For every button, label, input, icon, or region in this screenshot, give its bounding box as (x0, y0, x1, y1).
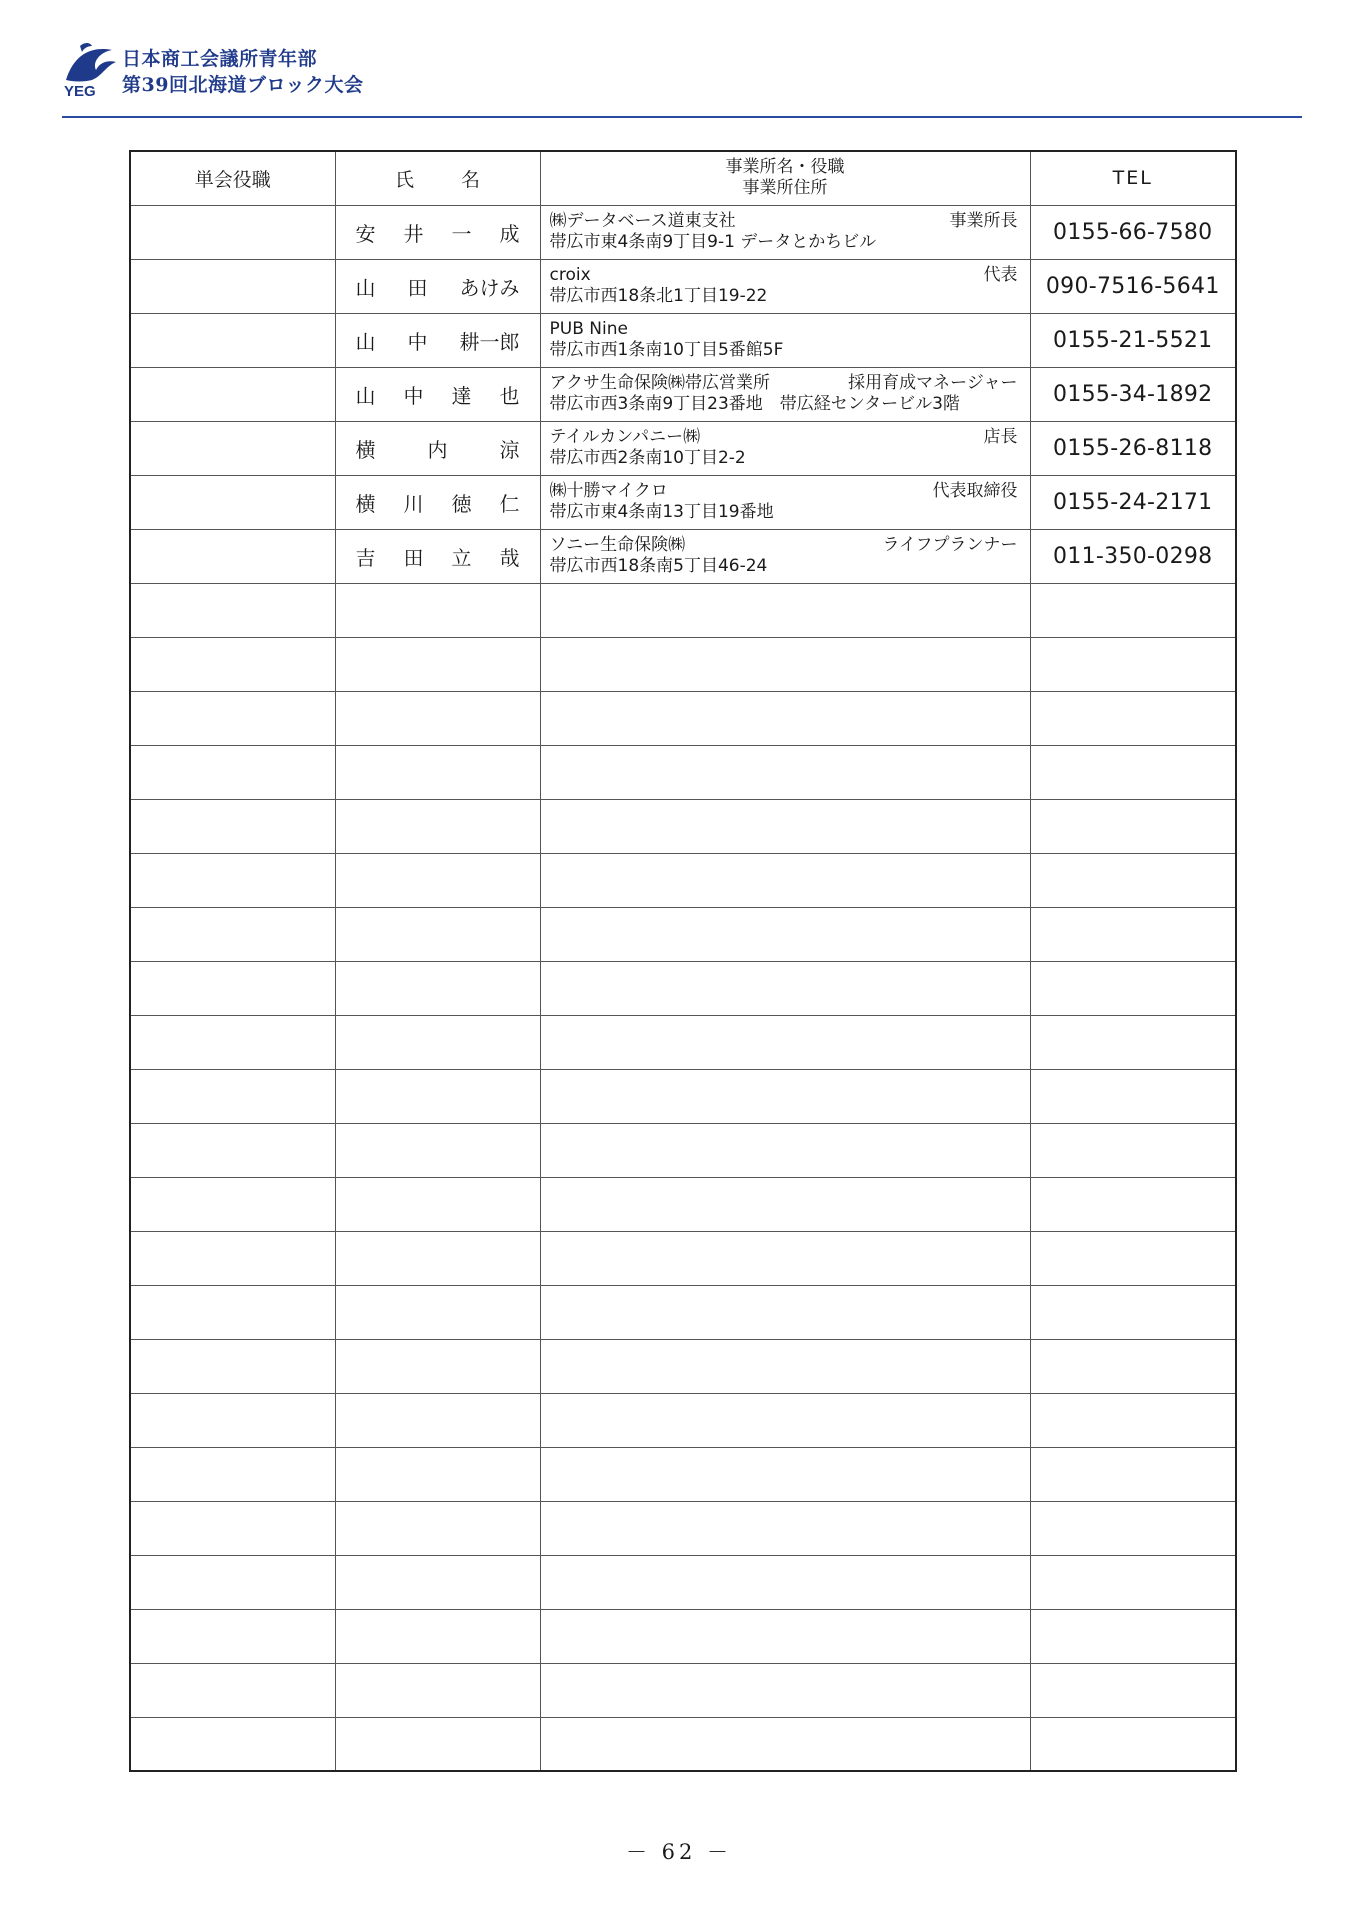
empty-cell (1030, 853, 1236, 907)
table-row (130, 529, 1236, 583)
empty-cell (1030, 1123, 1236, 1177)
name-part: 達 (451, 383, 472, 408)
role-cell (130, 313, 335, 367)
empty-cell (335, 1609, 540, 1663)
empty-table-row (130, 1717, 1236, 1771)
empty-cell (540, 1393, 1030, 1447)
name-part: 涼 (499, 437, 520, 462)
empty-cell (1030, 1285, 1236, 1339)
empty-cell (540, 1015, 1030, 1069)
name-part: 中 (403, 383, 424, 408)
name-part: 中 (407, 329, 428, 354)
empty-cell (335, 1717, 540, 1771)
empty-cell (1030, 1177, 1236, 1231)
empty-cell (540, 1555, 1030, 1609)
empty-cell (1030, 583, 1236, 637)
empty-cell (335, 1447, 540, 1501)
role-cell (130, 367, 335, 421)
empty-cell (540, 1177, 1030, 1231)
company-name: croix (549, 265, 591, 285)
empty-cell (540, 583, 1030, 637)
empty-cell (335, 1069, 540, 1123)
empty-cell (335, 1555, 540, 1609)
role-cell (130, 475, 335, 529)
table-row (130, 313, 1236, 367)
job-title: 事業所長 (949, 211, 1018, 231)
job-title: ライフプランナー (882, 535, 1018, 555)
empty-cell (1030, 907, 1236, 961)
empty-table-row (130, 1393, 1236, 1447)
empty-cell (1030, 1501, 1236, 1555)
job-title: 採用育成マネージャー (848, 373, 1018, 393)
name-part: 横 (355, 491, 376, 516)
empty-cell (130, 1555, 335, 1609)
company-name: ㈱十勝マイクロ (549, 481, 668, 501)
empty-table-row (130, 583, 1236, 637)
name-part: あけみ (459, 275, 520, 300)
empty-table-row (130, 853, 1236, 907)
name-part: 安 (355, 221, 376, 246)
name-part: 徳 (451, 491, 472, 516)
role-cell (130, 205, 335, 259)
empty-cell (130, 907, 335, 961)
empty-cell (335, 961, 540, 1015)
empty-cell (1030, 961, 1236, 1015)
logo-text: YEG (64, 83, 96, 98)
tel-cell: 0155-21-5521 (1030, 313, 1236, 367)
empty-cell (130, 1015, 335, 1069)
name-cell (335, 529, 540, 583)
empty-table-row (130, 1501, 1236, 1555)
empty-table-row (130, 745, 1236, 799)
empty-cell (540, 1663, 1030, 1717)
empty-cell (335, 745, 540, 799)
empty-cell (130, 853, 335, 907)
col-header-tel: TEL (1030, 151, 1236, 205)
business-cell (540, 313, 1030, 367)
page-number: － 62 － (625, 1840, 733, 1864)
name-part: 山 (355, 329, 376, 354)
empty-cell (540, 1231, 1030, 1285)
col-header-role: 単会役職 (130, 151, 335, 205)
tel-cell: 090-7516-5641 (1030, 259, 1236, 313)
name-cell (335, 367, 540, 421)
job-title: 代表 (983, 265, 1018, 285)
table-header-row (130, 151, 1236, 205)
empty-cell (1030, 1015, 1236, 1069)
empty-cell (335, 853, 540, 907)
tel-cell: 0155-26-8118 (1030, 421, 1236, 475)
job-title: 代表取締役 (932, 481, 1018, 501)
empty-cell (130, 637, 335, 691)
name-part: 井 (403, 221, 424, 246)
empty-cell (130, 1069, 335, 1123)
empty-cell (1030, 1231, 1236, 1285)
empty-cell (540, 799, 1030, 853)
empty-cell (130, 1285, 335, 1339)
empty-cell (130, 961, 335, 1015)
role-cell (130, 529, 335, 583)
empty-cell (540, 853, 1030, 907)
name-part: 山 (355, 383, 376, 408)
name-part: 哉 (499, 545, 520, 570)
empty-table-row (130, 1609, 1236, 1663)
table-row (130, 259, 1236, 313)
name-part: 一 (451, 221, 472, 246)
empty-cell (335, 1123, 540, 1177)
empty-cell (540, 1501, 1030, 1555)
empty-table-row (130, 1231, 1236, 1285)
name-part: 田 (403, 545, 424, 570)
col-header-business-line1: 事業所名・役職 (725, 157, 845, 178)
empty-cell (540, 745, 1030, 799)
empty-cell (540, 1447, 1030, 1501)
empty-table-row (130, 1663, 1236, 1717)
name-part: 山 (355, 275, 376, 300)
empty-table-row (130, 907, 1236, 961)
empty-cell (540, 1285, 1030, 1339)
business-address: 帯広市西1条南10丁目5番館5F (549, 340, 784, 360)
empty-cell (1030, 745, 1236, 799)
empty-cell (540, 1069, 1030, 1123)
empty-cell (130, 691, 335, 745)
org-title (122, 46, 364, 98)
empty-table-row (130, 1447, 1236, 1501)
table-row (130, 475, 1236, 529)
col-header-business-line2: 事業所住所 (742, 178, 828, 199)
name-part: 成 (499, 221, 520, 246)
business-address: 帯広市東4条南13丁目19番地 (549, 502, 774, 522)
empty-table-row (130, 1177, 1236, 1231)
empty-cell (130, 1339, 335, 1393)
org-title-line2: 第39回北海道ブロック大会 (122, 74, 364, 96)
member-name (356, 272, 520, 301)
empty-table-row (130, 1285, 1236, 1339)
header-divider (62, 116, 1302, 118)
empty-cell (1030, 1609, 1236, 1663)
empty-table-row (130, 1555, 1236, 1609)
empty-cell (540, 1123, 1030, 1177)
business-address: 帯広市西2条南10丁目2-2 (549, 448, 746, 468)
empty-table-row (130, 961, 1236, 1015)
name-part: 耕一郎 (459, 329, 520, 354)
empty-cell (130, 799, 335, 853)
empty-cell (335, 1177, 540, 1231)
business-address: 帯広市東4条南9丁目9-1 データとかちビル (549, 232, 877, 252)
member-name (356, 380, 520, 409)
empty-cell (130, 745, 335, 799)
empty-cell (335, 1285, 540, 1339)
empty-cell (335, 1393, 540, 1447)
empty-table-row (130, 637, 1236, 691)
tel-cell: 011-350-0298 (1030, 529, 1236, 583)
member-name (356, 218, 520, 247)
company-name: テイルカンパニー㈱ (549, 427, 701, 447)
name-part: 内 (427, 437, 448, 462)
empty-cell (1030, 1717, 1236, 1771)
business-cell (540, 421, 1030, 475)
member-name (356, 488, 520, 517)
company-name: アクサ生命保険㈱帯広営業所 (549, 373, 770, 393)
empty-cell (130, 1231, 335, 1285)
page-header (62, 40, 1302, 120)
empty-cell (130, 1123, 335, 1177)
empty-cell (130, 1717, 335, 1771)
member-name (356, 326, 520, 355)
empty-cell (335, 583, 540, 637)
name-cell (335, 205, 540, 259)
table-row (130, 367, 1236, 421)
empty-table-row (130, 799, 1236, 853)
empty-cell (130, 1609, 335, 1663)
name-part: 吉 (355, 545, 376, 570)
col-header-name: 氏 名 (335, 151, 540, 205)
business-cell (540, 259, 1030, 313)
role-cell (130, 421, 335, 475)
company-name: ㈱データベース道東支社 (549, 211, 736, 231)
business-address: 帯広市西18条北1丁目19-22 (549, 286, 768, 306)
table-row (130, 421, 1236, 475)
col-header-business (540, 151, 1030, 205)
business-cell (540, 367, 1030, 421)
tel-cell: 0155-24-2171 (1030, 475, 1236, 529)
name-cell (335, 475, 540, 529)
empty-cell (1030, 637, 1236, 691)
member-name (356, 434, 520, 463)
company-name: ソニー生命保険㈱ (549, 535, 686, 555)
business-address: 帯広市西18条南5丁目46-24 (549, 556, 768, 576)
business-cell (540, 205, 1030, 259)
empty-cell (335, 637, 540, 691)
business-address: 帯広市西3条南9丁目23番地 帯広経センタービル3階 (549, 394, 960, 414)
business-cell (540, 475, 1030, 529)
business-cell (540, 529, 1030, 583)
empty-cell (1030, 1663, 1236, 1717)
name-cell (335, 421, 540, 475)
name-cell (335, 313, 540, 367)
org-title-line1: 日本商工会議所青年部 (122, 48, 318, 70)
empty-cell (130, 1447, 335, 1501)
empty-cell (1030, 1393, 1236, 1447)
empty-table-row (130, 1123, 1236, 1177)
empty-cell (335, 1663, 540, 1717)
empty-cell (130, 583, 335, 637)
empty-cell (130, 1177, 335, 1231)
empty-cell (540, 1339, 1030, 1393)
name-part: 仁 (499, 491, 520, 516)
company-name: PUB Nine (549, 319, 628, 339)
empty-cell (1030, 691, 1236, 745)
empty-cell (335, 1339, 540, 1393)
empty-cell (335, 1501, 540, 1555)
empty-cell (540, 907, 1030, 961)
empty-cell (335, 691, 540, 745)
empty-cell (1030, 1447, 1236, 1501)
yeg-logo-icon (62, 40, 118, 98)
empty-cell (540, 1717, 1030, 1771)
job-title: 店長 (983, 427, 1018, 447)
empty-cell (335, 799, 540, 853)
name-part: 也 (499, 383, 520, 408)
empty-cell (130, 1393, 335, 1447)
empty-cell (130, 1663, 335, 1717)
empty-cell (540, 691, 1030, 745)
table-row (130, 205, 1236, 259)
empty-table-row (130, 691, 1236, 745)
empty-cell (1030, 1555, 1236, 1609)
name-part: 田 (407, 275, 428, 300)
empty-cell (1030, 799, 1236, 853)
empty-cell (335, 907, 540, 961)
tel-cell: 0155-34-1892 (1030, 367, 1236, 421)
empty-cell (335, 1015, 540, 1069)
empty-cell (1030, 1339, 1236, 1393)
empty-cell (540, 637, 1030, 691)
empty-table-row (130, 1015, 1236, 1069)
empty-cell (540, 1609, 1030, 1663)
member-roster-table (129, 150, 1237, 1772)
name-part: 横 (355, 437, 376, 462)
empty-table-row (130, 1069, 1236, 1123)
empty-cell (130, 1501, 335, 1555)
table-body (130, 205, 1236, 1771)
tel-cell: 0155-66-7580 (1030, 205, 1236, 259)
empty-cell (1030, 1069, 1236, 1123)
name-cell (335, 259, 540, 313)
name-part: 立 (451, 545, 472, 570)
member-name (356, 542, 520, 571)
role-cell (130, 259, 335, 313)
name-part: 川 (403, 491, 424, 516)
empty-cell (540, 961, 1030, 1015)
empty-cell (335, 1231, 540, 1285)
empty-table-row (130, 1339, 1236, 1393)
